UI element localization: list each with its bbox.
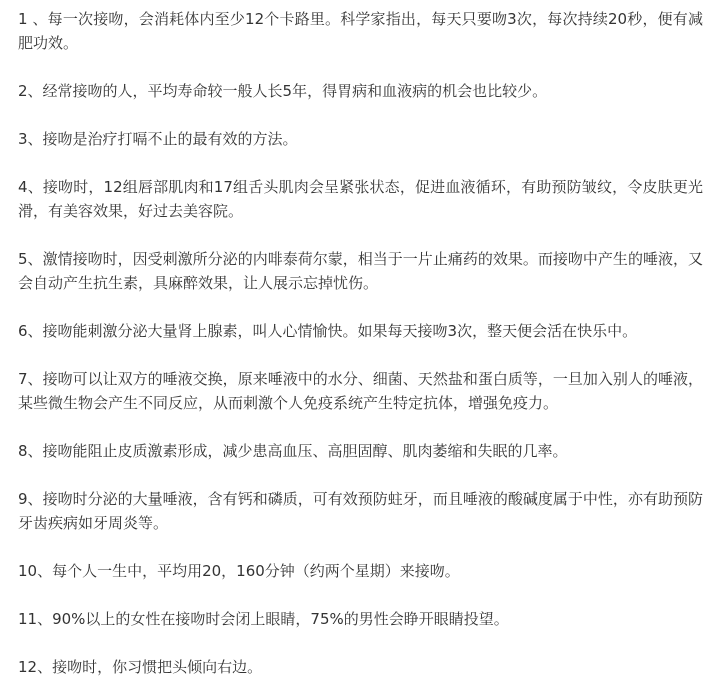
paragraph-10: 10、每个人一生中，平均用20，160分钟（约两个星期）来接吻。 [18, 562, 460, 580]
paragraph-9: 9、接吻时分泌的大量唾液，含有钙和磷质，可有效预防蛀牙，而且唾液的酸碱度属于中性，亦有助预防牙齿疾病如牙周炎等。 [18, 490, 703, 532]
paragraph-7: 7、接吻可以让双方的唾液交换，原来唾液中的水分、细菌、天然盐和蛋白质等，一旦加入别人的唾液，某些微生物会产生不同反应，从而刺激个人免疫系统产生特定抗体，增强免疫力。 [18, 370, 703, 412]
paragraph-3: 3、接吻是治疗打嗝不止的最有效的方法。 [18, 130, 298, 148]
paragraph-5: 5、激情接吻时，因受刺激所分泌的内啡泰荷尔蒙，相当于一片止痛药的效果。而接吻中产生的唾液，又会自动产生抗生素，具麻醉效果，让人展示忘掉忧伤。 [18, 250, 703, 292]
paragraph-11: 11、90%以上的女性在接吻时会闭上眼睛，75%的男性会睁开眼睛投望。 [18, 610, 509, 628]
paragraph-8: 8、接吻能阻止皮质激素形成，减少患高血压、高胆固醇、肌肉萎缩和失眠的几率。 [18, 442, 568, 460]
paragraph-6: 6、接吻能刺激分泌大量肾上腺素，叫人心情愉快。如果每天接吻3次，整天便会活在快乐中。 [18, 322, 638, 340]
paragraph-4: 4、接吻时，12组唇部肌肉和17组舌头肌肉会呈紧张状态，促进血液循环，有助预防皱纹，令皮肤更光滑，有美容效果，好过去美容院。 [18, 178, 703, 220]
paragraph-2: 2、经常接吻的人，平均寿命较一般人长5年，得胃病和血液病的机会也比较少。 [18, 82, 548, 100]
paragraph-12: 12、接吻时，你习惯把头倾向右边。 [18, 658, 263, 676]
paragraph-1: 1 、每一次接吻，会消耗体内至少12个卡路里。科学家指出，每天只要吻3次，每次持续20秒，便有减肥功效。 [18, 10, 703, 52]
